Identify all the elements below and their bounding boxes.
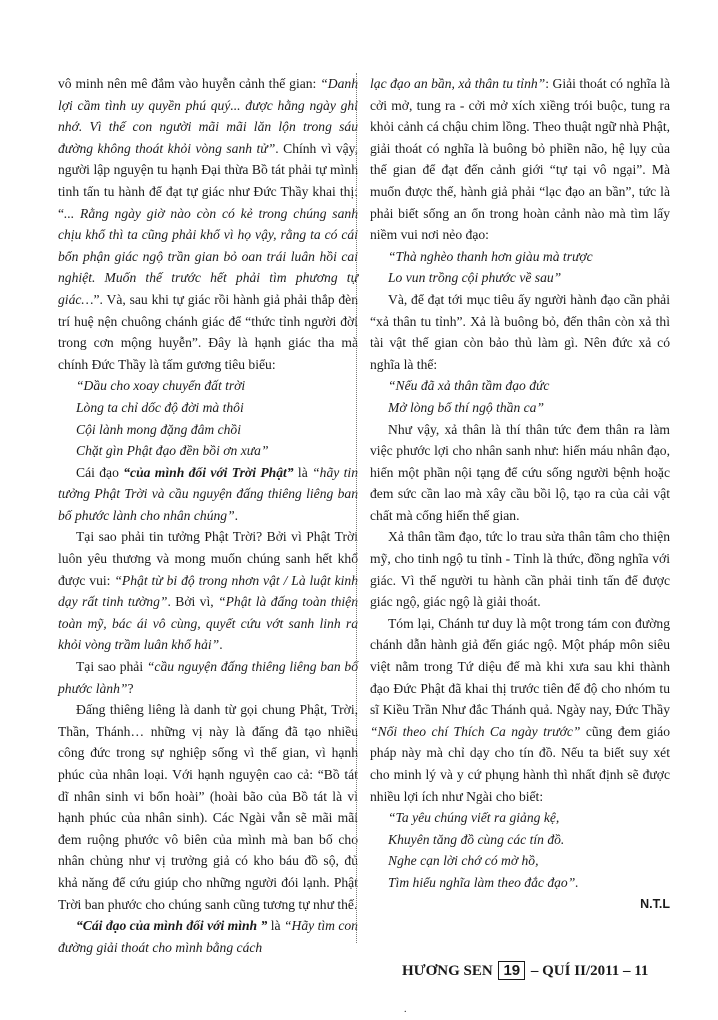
paragraph: Cái đạo “của mình đối với Trời Phật” là “hãy tin tưởng Phật Trời và cầu nguyện đấng thiêng liêng ban bố phước lành cho nhân chúng”. [58, 464, 358, 523]
paragraph: Tại sao phải tin tưởng Phật Trời? Bởi vì Phật Trời luôn yêu thương và mong muốn chúng sanh hết khổ được vui: “Phật từ bi độ trong nhơn vật / Là luật kinh dạy rất tinh tường”. Bởi vì, “Phật là đấng toàn thiện toàn mỹ, bác ái vô cùng, quyết cứu vớt sanh linh ra khỏi vòng trầm luân khổ hải”. [58, 529, 359, 653]
author-signature: N.T.L [640, 896, 670, 911]
poem-line: Lo vun trồng cội phước về sau” [388, 270, 562, 286]
paragraph: Và, để đạt tới mục tiêu ấy người hành đạo cần phải “xả thân tu tỉnh”. Xả là buông bỏ, đến thân còn xả thì tài vật thế gian còn bảo thủ làm gì. Nên đức xả có nghĩa là thế: [370, 291, 670, 372]
poem-line: Chặt gìn Phật đạo đền bồi ơn xưa” [76, 443, 269, 459]
poem-line: “Nếu đã xả thân tầm đạo đức [388, 378, 550, 394]
poem-line: “Ta yêu chúng viết ra giảng kệ, [388, 810, 560, 826]
poem-line: Khuyên tăng đồ cùng các tín đồ. [388, 831, 565, 847]
column-divider [356, 73, 357, 943]
right-column [370, 73, 670, 915]
poem-line: Lòng ta chỉ dốc độ đời mà thôi [76, 399, 244, 415]
poem-line: Cội lành mong đặng đâm chồi [76, 421, 242, 437]
poem-line: Mở lòng bố thí ngộ thần ca” [388, 399, 545, 415]
footer-dot: . [404, 1004, 407, 1015]
poem-line: “Dầu cho xoay chuyển đất trời [76, 378, 246, 394]
paragraph: Xả thân tầm đạo, tức lo trau sửa thân tâm cho thiện mỹ, cho tinh ngộ tu tỉnh - Tỉnh là thức, đồng nghĩa với giác. Vì thế người tu hành cần phải tinh tấn để được giác ngộ, giác ngộ là giải thoát. [370, 529, 670, 610]
paragraph: Đấng thiêng liêng là danh từ gọi chung Phật, Trời, Thần, Thánh… những vị này là đấng đã tạo nhiều công đức trong sự nghiệp sống vì thế gian, vì hạnh phúc của nhân loại. Với hạnh nguyện cao cả: “Bồ tát dĩ nhân sinh vi bổn hoài” (hoài bão của Bồ tát là vì hạnh phúc của nhân sinh). Các Ngài vẫn sẽ mãi mãi đem ruộng phước vô biên của mình mà ban bố cho nhân chủng như vị trưởng giả có kho báu đồ sộ, đủ khả năng để cứu giúp cho những người đói lạnh. Phật Trời ban phước cho chúng sanh cũng tương tự như thế. [58, 702, 358, 912]
issue-period: – QUÍ II/2011 – 11 [530, 963, 649, 979]
paragraph: Tại sao phải “cầu nguyện đấng thiêng liêng ban bố phước lành”? [58, 659, 358, 696]
magazine-name: HƯƠNG SEN [402, 963, 493, 979]
paragraph: Như vậy, xả thân là thí thân tức đem thân ra làm việc phước lợi cho nhân sanh như: hiến máu nhân đạo, hiến một phần nội tạng để cứu sống người bệnh hoặc đem sức cần lao mà xây cầu bồi lộ, tạo ra của cải vật chất mà cống hiến thế gian. [370, 421, 670, 523]
issue-number: 19 [498, 961, 525, 980]
paragraph: “Cái đạo của mình đối với mình ” là “Hãy tìm con đường giải thoát cho mình bằng cách [58, 918, 358, 955]
poem-line: Tìm hiểu nghĩa làm theo đắc đạo”. [388, 874, 579, 890]
page-footer [402, 961, 662, 980]
left-column [58, 73, 358, 958]
paragraph: vô minh nên mê đắm vào huyễn cảnh thế gian: “Danh lợi cầm tình uy quyền phú quý... được hằng ngày ghi nhớ. Vì thế con người mãi mãi lăn lộn trong sáu đường không thoát khỏi vòng sanh tử”. Chính vì vậy, người lập nguyện tu hạnh Đại thừa Bồ tát phải tự mình tinh tấn tu hành để đạt tự giác như Đức Thầy khai thị: “... Rằng ngày giờ nào còn có kẻ trong chúng sanh chịu khổ thì ta cũng phải khổ vì họ vậy, rằng ta có cái bổn phận giác ngộ trần gian bỏ oan trái luân hồi cai nghiệt. Muốn thế trước hết phải tìm phương tự giác…”. Và, sau khi tự giác rồi hành giả phải thắp đèn trí huệ nện chuông chánh giác để “thức tỉnh người đời trong cơn mộng huyễn”. Đây là hạnh giác tha mà chính Đức Thầy là tấm gương tiêu biểu: [58, 76, 358, 372]
poem-line: “Thà nghèo thanh hơn giàu mà trược [388, 248, 593, 264]
paragraph: Tóm lại, Chánh tư duy là một trong tám con đường chánh dẫn hành giả đến giác ngộ. Một pháp môn siêu việt nằm trong Tứ diệu đế mà khi xưa sau khi thành đạo Đức Phật đã khai thị trước tiên để độ cho nhóm tu sĩ Kiều Trần Như đắc Thánh quả. Ngày nay, Đức Thầy “Nối theo chí Thích Ca ngày trước” cũng đem giáo pháp này mà chỉ dạy cho tín đồ. Nếu ta biết suy xét cho minh lý và y cứ phụng hành thì nhất định sẽ được nhiều lợi ích như Ngài cho biết: [370, 615, 670, 804]
poem-line: Nghe cạn lời chớ có mờ hồ, [388, 853, 539, 869]
paragraph: lạc đạo an bần, xả thân tu tỉnh”: Giải thoát có nghĩa là cởi mở, tung ra - cởi mở xích xiềng trói buộc, tung ra khỏi cảnh cá chậu chim lồng. Theo thuật ngữ nhà Phật, giải thoát có nghĩa là buông bỏ phiền não, hệ lụy của thế gian để đạt đến cảnh giới “tự tại vô ngại”. Mà muốn được thế, hành giả phải “lạc đạo an bần”, tức là phải biết sống an ổn trong hoàn cảnh nào mà tìm lấy niềm vui nơi nẻo đạo: [370, 76, 670, 243]
